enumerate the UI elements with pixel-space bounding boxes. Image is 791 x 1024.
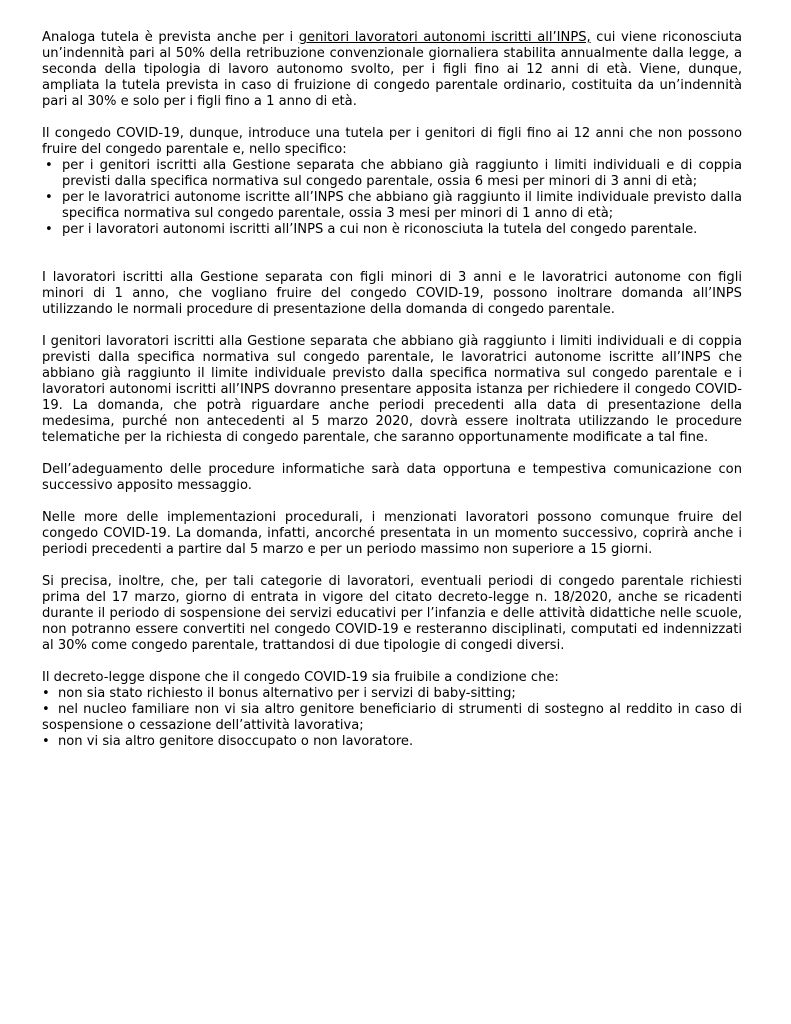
underlined-phrase: genitori lavoratori autonomi iscritti all’INPS, (298, 30, 591, 45)
paragraph-covid-leave-intro: Il congedo COVID-19, dunque, introduce una tutela per i genitori di figli fino ai 12 anni che non possono fruire del congedo parentale e, nello specifico: (42, 126, 742, 157)
bullet-icon: • (42, 734, 50, 749)
paragraph-separate-management: I genitori lavoratori iscritti alla Gestione separata che abbiano già raggiunto i limiti individuali e di coppia previsti dalla specifica normativa sul congedo parentale, le lavoratrici autonome iscritte all’INPS che abbiano già raggiunto il limite individuale previsto dalla specifica normativa sul congedo parentale e i lavoratori autonomi iscritti all’INPS dovranno presentare apposita istanza per richiedere il congedo COVID-19. La domanda, che potrà riguardare anche periodi precedenti alla data di presentazione della medesima, purché non antecedenti al 5 marzo 2020, dovrà essere inoltrata utilizzando le procedure telematiche per la richiesta di congedo parentale, che saranno opportunamente modificate a tal fine. (42, 334, 742, 445)
paragraph-text: cui viene riconosciuta un’indennità pari al 50% della retribuzione convenzionale giornaliera stabilita annualmente dalla legge, a seconda della tipologia di lavoro autonomo svolto, per i figli fino ai 12 anni di età. Viene, dunque, ampliata la tutela prevista in caso di fruizione di congedo parentale ordinario, costituita da un’indennità pari al 30% e solo per i figli fino a 1 anno di età. (42, 30, 743, 109)
bullet-list-conditions (42, 686, 742, 750)
list-item-text: non vi sia altro genitore disoccupato o non lavoratore. (58, 734, 414, 749)
paragraph-procedures-update: Dell’adeguamento delle procedure informatiche sarà data opportuna e tempestiva comunicazione con successivo apposito messaggio. (42, 462, 742, 493)
paragraph-conditions-intro: Il decreto-legge dispone che il congedo COVID-19 sia fruibile a condizione che: (42, 670, 559, 685)
paragraph-autonomous-workers (42, 30, 742, 110)
paragraph-text: Analoga tutela è prevista anche per i (42, 30, 299, 45)
list-item: • per i lavoratori autonomi iscritti all’INPS a cui non è riconosciuta la tutela del congedo parentale. (42, 222, 742, 238)
document-page (42, 30, 742, 750)
list-item (42, 734, 742, 750)
list-item (42, 686, 742, 702)
list-item (42, 702, 742, 734)
list-item-text: nel nucleo familiare non vi sia altro genitore beneficiario di strumenti di sostegno al reddito in caso di sospensione o cessazione dell’attività lavorativa; (42, 702, 742, 733)
paragraph-application-procedure: I lavoratori iscritti alla Gestione separata con figli minori di 3 anni e le lavoratrici autonome con figli minori di 1 anno, che vogliano fruire del congedo COVID-19, possono inoltrare domanda all’INPS utilizzando le normali procedure di presentazione della domanda di congedo parentale. (42, 270, 742, 317)
paragraph-pending-implementation: Nelle more delle implementazioni procedurali, i menzionati lavoratori possono comunque fruire del congedo COVID-19. La domanda, infatti, ancorché presentata in un momento successivo, coprirà anche i periodi precedenti a partire dal 5 marzo e per un periodo massimo non superiore a 15 giorni. (42, 510, 742, 557)
list-item: • per i genitori iscritti alla Gestione separata che abbiano già raggiunto i limiti individuali e di coppia previsti dalla specifica normativa sul congedo parentale, ossia 6 mesi per minori di 3 anni di età; (42, 158, 742, 190)
list-item: • per le lavoratrici autonome iscritte all’INPS che abbiano già raggiunto il limite individuale previsto dalla specifica normativa sul congedo parentale, ossia 3 mesi per minori di 1 anno di età; (42, 190, 742, 222)
bullet-list-categories (42, 158, 742, 238)
paragraph-clarification: Si precisa, inoltre, che, per tali categorie di lavoratori, eventuali periodi di congedo parentale richiesti prima del 17 marzo, giorno di entrata in vigore del citato decreto-legge n. 18/2020, anche se ricadenti durante il periodo di sospensione dei servizi educativi per l’infanzia e delle attività didattiche nelle scuole, non potranno essere convertiti nel congedo COVID-19 e resteranno disciplinati, computati ed indennizzati al 30% come congedo parentale, trattandosi di due tipologie di congedi diversi. (42, 574, 742, 653)
list-item-text: non sia stato richiesto il bonus alternativo per i servizi di baby-sitting; (58, 686, 516, 701)
bullet-icon: • (42, 686, 50, 701)
bullet-icon: • (42, 702, 50, 717)
